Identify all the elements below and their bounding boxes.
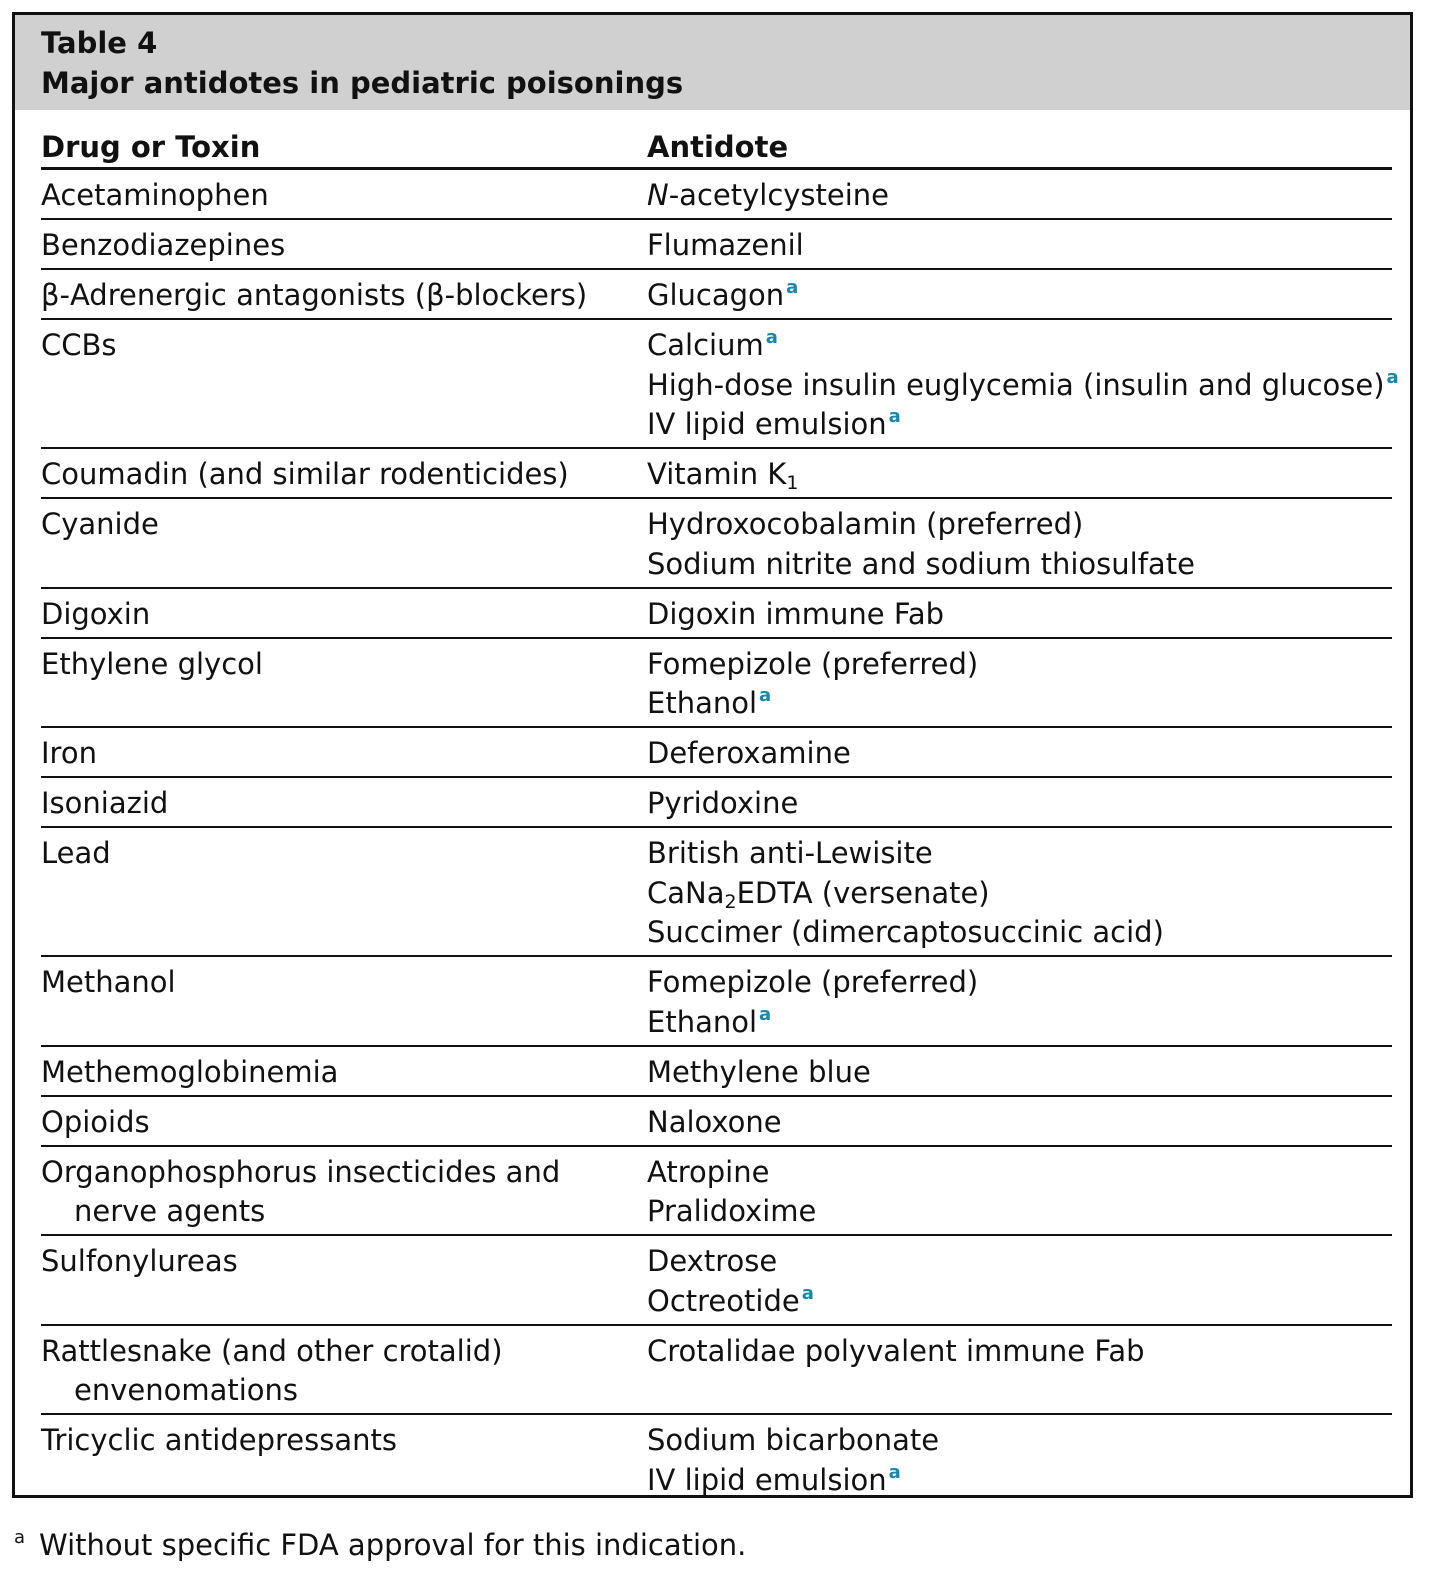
antidote-line — [647, 784, 1407, 824]
antidote-cell — [647, 834, 1407, 953]
antidote-text: Vitamin K — [647, 457, 787, 491]
drug-text: nerve agents — [74, 1194, 266, 1228]
antidote-text-continued: EDTA (versenate) — [736, 875, 990, 910]
antidote-cell — [647, 645, 1407, 724]
antidote-text: CaNa — [647, 875, 725, 910]
table-row — [41, 270, 1392, 320]
drug-cell — [41, 1103, 631, 1143]
antidote-line — [647, 1192, 1407, 1232]
antidote-line — [647, 595, 1407, 635]
antidote-text: Octreotide — [647, 1283, 800, 1318]
drug-cell — [41, 734, 631, 774]
antidote-text: Sodium bicarbonate — [647, 1423, 940, 1457]
antidote-line — [647, 366, 1407, 406]
drug-cell — [41, 834, 631, 874]
antidote-cell — [647, 595, 1407, 635]
column-header-drug: Drug or Toxin — [41, 130, 261, 164]
antidote-cell — [647, 734, 1407, 774]
antidote-line — [647, 684, 1407, 724]
footnote-ref: a — [888, 406, 901, 427]
antidote-line — [647, 176, 1407, 216]
footnote-ref: a — [786, 277, 799, 298]
antidote-cell — [647, 176, 1407, 216]
drug-cell — [41, 1332, 631, 1411]
drug-cell — [41, 226, 631, 266]
antidote-text: Glucagon — [647, 278, 785, 312]
antidote-line — [647, 455, 1407, 495]
antidote-text: High-dose insulin euglycemia (insulin and glucose) — [647, 367, 1385, 402]
antidote-text: Sodium nitrite and sodium thiosulfate — [647, 546, 1195, 581]
antidote-line — [647, 1153, 1407, 1193]
antidote-text: Atropine — [647, 1154, 770, 1189]
footnote — [14, 1525, 746, 1565]
antidote-text: Ethanol — [647, 1004, 758, 1039]
drug-cell — [41, 963, 631, 1003]
antidote-text: Calcium — [647, 328, 764, 362]
table-row — [41, 1326, 1392, 1416]
drug-text: Cyanide — [41, 507, 159, 541]
antidote-text: Pralidoxime — [647, 1194, 817, 1228]
column-header-antidote: Antidote — [647, 130, 789, 164]
drug-cell — [41, 455, 631, 495]
footnote-marker: a — [14, 1527, 26, 1548]
antidote-text: IV lipid emulsion — [647, 407, 887, 441]
drug-cell — [41, 784, 631, 824]
antidote-line — [647, 1053, 1407, 1093]
table-header — [15, 15, 1410, 110]
antidote-text: British anti-Lewisite — [647, 836, 933, 870]
drug-text: β-Adrenergic antagonists (β-blockers) — [41, 278, 588, 312]
antidote-text: Fomepizole (preferred) — [647, 965, 979, 999]
drug-text: Rattlesnake (and other crotalid) — [41, 1333, 503, 1368]
table-row — [41, 1236, 1392, 1326]
antidote-cell — [647, 1242, 1407, 1321]
antidote-text: Methylene blue — [647, 1054, 871, 1089]
drug-text: Tricyclic antidepressants — [41, 1423, 397, 1457]
drug-cell — [41, 645, 631, 685]
table-row — [41, 1147, 1392, 1237]
antidote-text: IV lipid emulsion — [647, 1462, 887, 1497]
table-row — [41, 589, 1392, 639]
drug-text: Isoniazid — [41, 786, 169, 820]
table-frame — [12, 12, 1413, 1498]
antidote-line — [647, 1421, 1407, 1461]
drug-text: envenomations — [74, 1373, 299, 1407]
drug-cell — [41, 505, 631, 545]
antidote-cell — [647, 1053, 1407, 1093]
footnote-ref: a — [759, 1003, 772, 1025]
antidote-text: Hydroxocobalamin (preferred) — [647, 507, 1084, 541]
drug-text: Acetaminophen — [41, 178, 269, 212]
footnote-ref: a — [765, 327, 778, 348]
antidote-text: Succimer (dimercaptosuccinic acid) — [647, 915, 1164, 949]
footnote-text: Without specific FDA approval for this indication. — [39, 1528, 747, 1562]
antidote-line — [647, 913, 1407, 953]
drug-text: Digoxin — [41, 596, 151, 631]
antidote-line — [647, 874, 1407, 914]
table-row — [41, 639, 1392, 729]
drug-text: Opioids — [41, 1104, 150, 1139]
table-row — [41, 1047, 1392, 1097]
antidote-text: Fomepizole (preferred) — [647, 646, 979, 681]
antidote-cell — [647, 505, 1407, 584]
antidote-text: Pyridoxine — [647, 786, 799, 820]
antidote-line — [647, 405, 1407, 445]
drug-cell — [41, 326, 631, 366]
table-row — [41, 220, 1392, 270]
antidote-cell — [647, 963, 1407, 1042]
drug-cell — [41, 176, 631, 216]
antidote-cell — [647, 1153, 1407, 1232]
antidote-cell — [647, 226, 1407, 266]
footnote-ref: a — [801, 1282, 814, 1304]
footnote-ref: a — [1386, 366, 1399, 388]
antidote-cell — [647, 1332, 1407, 1372]
table-row — [41, 778, 1392, 828]
drug-cell — [41, 276, 631, 316]
drug-cell — [41, 1153, 631, 1232]
subscript: 1 — [786, 472, 799, 494]
drug-text: Iron — [41, 736, 97, 770]
table-row — [41, 449, 1392, 499]
antidote-line — [647, 545, 1407, 585]
antidote-line — [647, 505, 1407, 545]
antidote-line — [647, 1003, 1407, 1043]
antidote-text: Dextrose — [647, 1244, 778, 1278]
antidote-cell — [647, 1103, 1407, 1143]
antidote-text: -acetylcysteine — [668, 178, 890, 212]
antidote-italic: N — [647, 178, 669, 212]
table-row — [41, 828, 1392, 957]
table-row — [41, 499, 1392, 589]
drug-cell — [41, 1242, 631, 1282]
antidote-line — [647, 1282, 1407, 1322]
antidote-cell — [647, 276, 1407, 316]
drug-text: Ethylene glycol — [41, 646, 263, 681]
drug-text: Methanol — [41, 965, 176, 999]
subscript: 2 — [724, 890, 737, 913]
antidote-line — [647, 276, 1407, 316]
drug-cell — [41, 595, 631, 635]
drug-text: Methemoglobinemia — [41, 1054, 339, 1089]
footnote-ref: a — [759, 685, 772, 706]
table-row — [41, 1097, 1392, 1147]
antidote-text: Naloxone — [647, 1104, 782, 1139]
antidote-line — [647, 1461, 1407, 1501]
drug-cell — [41, 1421, 631, 1461]
table-title: Major antidotes in pediatric poisonings — [41, 66, 684, 100]
table-row — [41, 170, 1392, 220]
drug-text: Coumadin (and similar rodenticides) — [41, 457, 569, 491]
table-number: Table 4 — [41, 26, 158, 60]
drug-text: Benzodiazepines — [41, 228, 286, 262]
footnote-ref: a — [888, 1461, 901, 1483]
antidote-text: Crotalidae polyvalent immune Fab — [647, 1333, 1145, 1368]
antidote-text: Deferoxamine — [647, 736, 851, 770]
antidote-cell — [647, 1421, 1407, 1500]
table-row — [41, 957, 1392, 1047]
drug-text: Sulfonylureas — [41, 1244, 238, 1278]
antidote-cell — [647, 326, 1407, 445]
antidote-line — [647, 963, 1407, 1003]
antidote-text: Ethanol — [647, 686, 758, 720]
antidote-text: Flumazenil — [647, 228, 804, 262]
antidote-line — [647, 734, 1407, 774]
antidote-line — [647, 226, 1407, 266]
antidote-line — [647, 834, 1407, 874]
table-row — [41, 728, 1392, 778]
antidote-line — [647, 1332, 1407, 1372]
antidote-line — [647, 1103, 1407, 1143]
antidote-line — [647, 1242, 1407, 1282]
antidote-line — [647, 326, 1407, 366]
drug-text: Organophosphorus insecticides and — [41, 1154, 561, 1189]
drug-cell — [41, 1053, 631, 1093]
table-row — [41, 1415, 1392, 1505]
antidote-text: Digoxin immune Fab — [647, 596, 945, 631]
antidote-cell — [647, 455, 1407, 495]
antidote-line — [647, 645, 1407, 685]
antidote-cell — [647, 784, 1407, 824]
drug-text: Lead — [41, 836, 111, 870]
drug-text: CCBs — [41, 328, 117, 362]
table-row — [41, 320, 1399, 449]
